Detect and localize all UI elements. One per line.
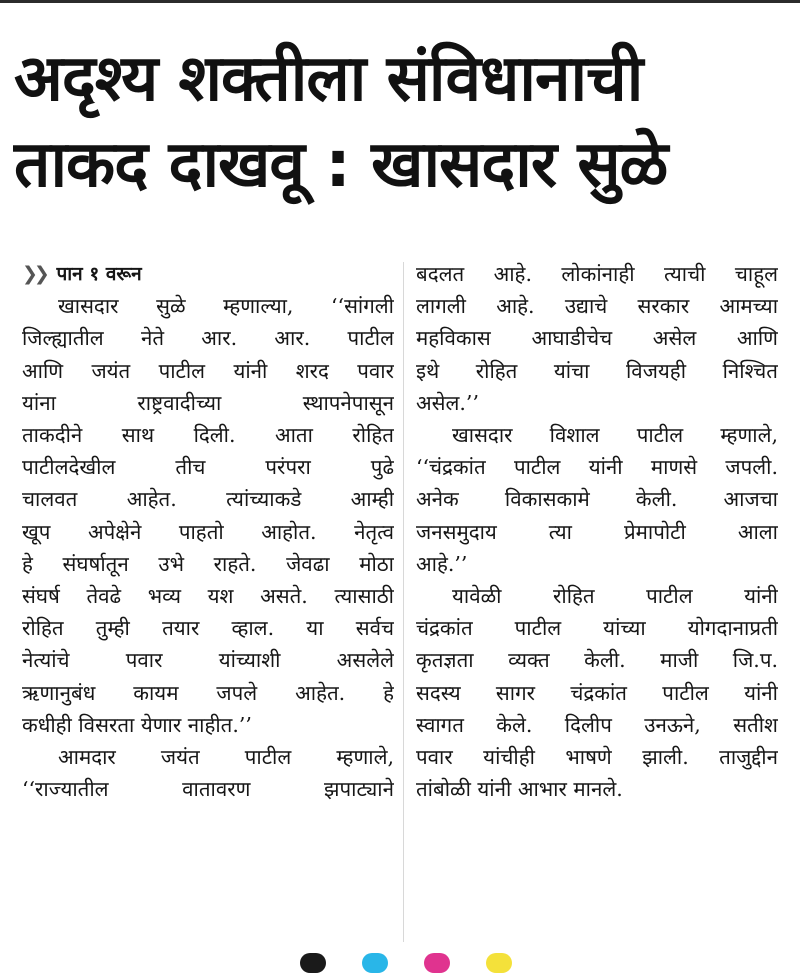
kicker-text: पान १ वरून (56, 263, 142, 285)
text-line: आणि जयंत पाटील यांनी शरद पवार (22, 358, 394, 383)
text-line: असेल.’’ (416, 390, 479, 415)
headline (14, 36, 794, 208)
headline-line-1: अदृश्य शक्तीला संविधानाची (14, 42, 643, 116)
registration-dot (362, 953, 388, 973)
text-line: चालवत आहेत. त्यांच्याकडे आम्ही (22, 487, 394, 512)
text-line: आमदार जयंत पाटील म्हणाले, (58, 745, 394, 770)
text-line: महविकास आघाडीचेच असेल आणि (416, 326, 778, 351)
text-line: कधीही विसरता येणार नाहीत.’’ (22, 712, 252, 737)
right-column (416, 258, 778, 805)
text-line: रोहित तुम्ही तयार व्हाल. या सर्वच (22, 616, 394, 641)
text-line: कृतज्ञता व्यक्त केली. माजी जि.प. (416, 648, 778, 673)
text-line: ऋणानुबंध कायम जपले आहेत. हे (22, 680, 394, 705)
text-line: खासदार विशाल पाटील म्हणाले, (452, 423, 778, 448)
text-line: पवार यांचीही भाषणे झाली. ताजुद्दीन (416, 745, 778, 770)
column-divider (403, 262, 404, 942)
text-line: स्वागत केले. दिलीप उनऊने, सतीश (416, 712, 778, 737)
text-line: यावेळी रोहित पाटील यांनी (452, 584, 778, 609)
top-rule (0, 0, 800, 3)
registration-dot (486, 953, 512, 973)
text-line: ताकदीने साथ दिली. आता रोहित (22, 423, 394, 448)
text-line: संघर्ष तेवढे भव्य यश असते. त्यासाठी (22, 584, 394, 609)
text-line: जिल्ह्यातील नेते आर. आर. पाटील (22, 326, 394, 351)
text-line: हे संघर्षातून उभे राहते. जेवढा मोठा (22, 551, 394, 576)
text-line: आहे.’’ (416, 551, 468, 576)
text-line: ‘‘राज्यातील वातावरण झपाट्याने (22, 777, 394, 802)
text-line: तांबोळी यांनी आभार मानले. (416, 777, 623, 802)
text-line: खासदार सुळे म्हणाल्या, ‘‘सांगली (58, 294, 394, 319)
registration-dot (424, 953, 450, 973)
text-line: जनसमुदाय त्या प्रेमापोटी आला (416, 519, 778, 544)
text-line: लागली आहे. उद्याचे सरकार आमच्या (416, 294, 778, 319)
text-line: बदलत आहे. लोकांनाही त्याची चाहूल (416, 262, 778, 286)
headline-line-2: ताकद दाखवू : खासदार सुळे (14, 128, 668, 202)
text-line: अनेक विकासकामे केली. आजचा (416, 487, 778, 512)
text-line: चंद्रकांत पाटील यांच्या योगदानाप्रती (416, 616, 778, 641)
continued-from-kicker (22, 258, 394, 290)
text-line: यांना राष्ट्रवादीच्या स्थापनेपासून (22, 390, 394, 415)
text-line: पाटीलदेखील तीच परंपरा पुढे (22, 455, 394, 480)
left-column (22, 258, 394, 805)
text-line: ‘‘चंद्रकांत पाटील यांनी माणसे जपली. (416, 455, 778, 480)
text-line: नेत्यांचे पवार यांच्याशी असलेले (22, 648, 394, 673)
registration-marks (300, 953, 540, 963)
text-line: सदस्य सागर चंद्रकांत पाटील यांनी (416, 680, 778, 705)
text-line: इथे रोहित यांचा विजयही निश्चित (416, 358, 778, 383)
registration-dot (300, 953, 326, 973)
text-line: खूप अपेक्षेने पाहतो आहोत. नेतृत्व (22, 519, 394, 544)
double-chevron-right-icon: ❯❯ (22, 263, 46, 285)
